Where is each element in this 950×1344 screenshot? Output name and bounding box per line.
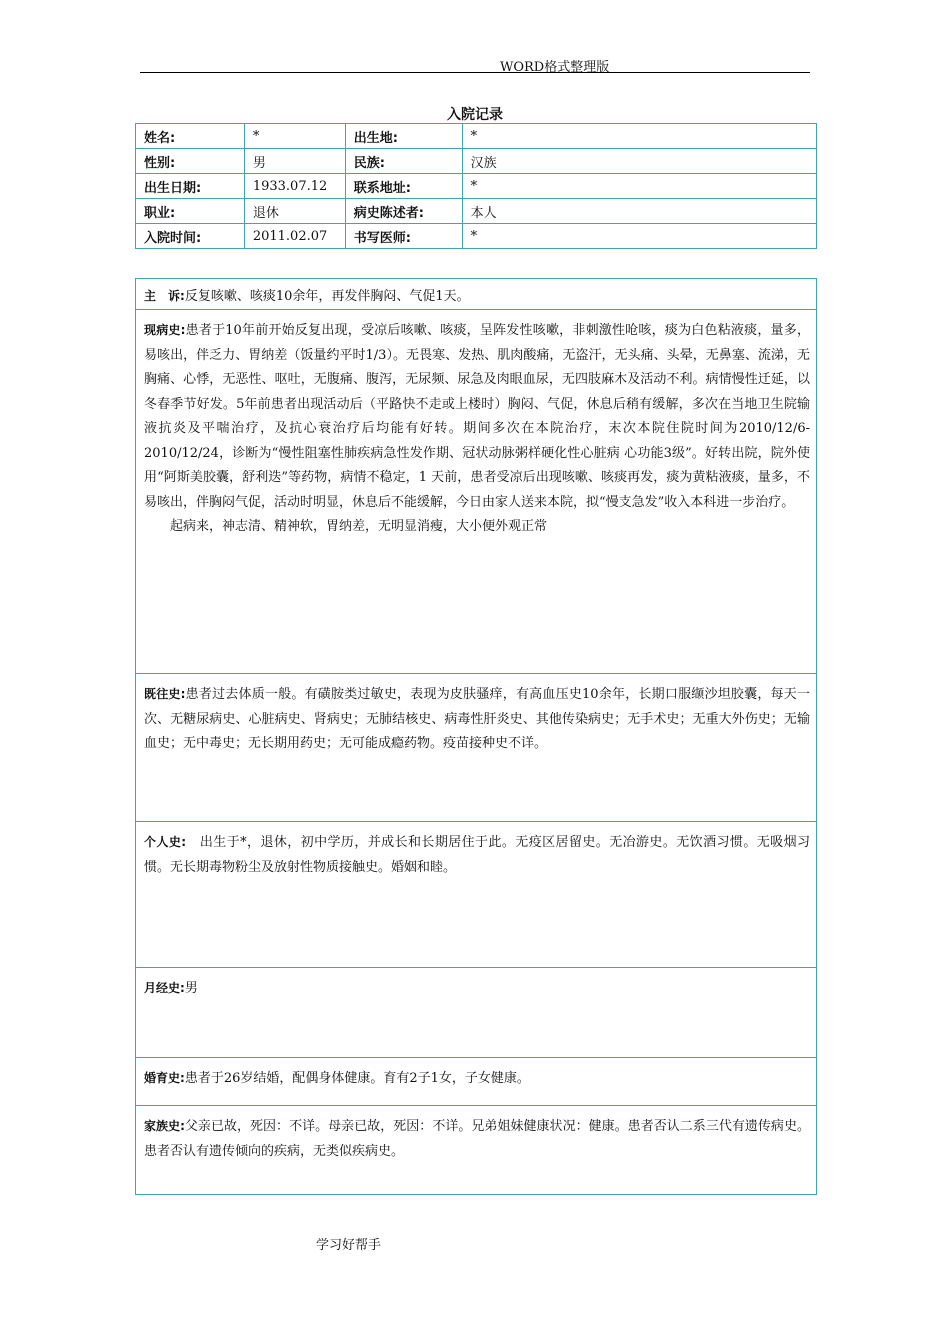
info-row xyxy=(136,224,817,249)
present-illness-section xyxy=(136,309,816,673)
narrator-label: 病史陈述者: xyxy=(345,199,462,224)
past-history-section xyxy=(136,673,816,821)
family-history-text: 父亲已故，死因：不详。母亲已故，死因：不详。兄弟姐妹健康状况：健康。患者否认二系三代有遗传病史。患者否认有遗传倾向的疾病，无类似疾病史。 xyxy=(144,1119,810,1159)
past-history-text: 患者过去体质一般。有磺胺类过敏史，表现为皮肤骚痒，有高血压史10余年，长期口服缬沙坦胶囊，每天一次、无糖尿病史、心脏病史、肾病史；无肺结核史、病毒性肝炎史、其他传染病史；无手术史；无重大外伤史；无输血史；无中毒史；无长期用药史；无可能成瘾药物。疫苗接种史不详。 xyxy=(144,687,810,751)
info-row xyxy=(136,199,817,224)
occupation-value: 退休 xyxy=(244,199,345,224)
present-illness-label: 现病史: xyxy=(144,323,186,337)
marital-history-label: 婚育史: xyxy=(144,1071,185,1085)
medical-history-box xyxy=(135,278,817,1195)
admission-time-label: 入院时间: xyxy=(136,224,245,249)
footer-text: 学习好帮手 xyxy=(316,1238,382,1253)
ethnicity-value: 汉族 xyxy=(462,149,816,174)
past-history-label: 既往史: xyxy=(144,687,186,701)
personal-history-label: 个人史: xyxy=(144,835,187,849)
menstrual-history-text: 男 xyxy=(184,981,198,996)
patient-info-table xyxy=(135,123,817,249)
ethnicity-label: 民族: xyxy=(345,149,462,174)
name-value: * xyxy=(244,124,345,149)
narrator-value: 本人 xyxy=(462,199,816,224)
info-row xyxy=(136,174,817,199)
info-row xyxy=(136,124,817,149)
marital-history-text: 患者于26岁结婚，配偶身体健康。育有2子1女，子女健康。 xyxy=(184,1071,530,1086)
family-history-label: 家族史: xyxy=(144,1119,185,1133)
present-illness-text-2: 起病来，神志清、精神软，胃纳差，无明显消瘦，大小便外观正常 xyxy=(170,519,548,534)
info-row xyxy=(136,149,817,174)
name-label: 姓名: xyxy=(136,124,245,149)
header-rule xyxy=(140,72,810,73)
chief-complaint-section xyxy=(136,279,816,309)
marital-history-section xyxy=(136,1057,816,1105)
address-value: * xyxy=(462,174,816,199)
physician-value: * xyxy=(462,224,816,249)
physician-label: 书写医师: xyxy=(345,224,462,249)
personal-history-text: 出生于*，退休，初中学历，并成长和长期居住于此。无疫区居留史。无冶游史。无饮酒习惯。无吸烟习惯。无长期毒物粉尘及放射性物质接触史。婚姻和睦。 xyxy=(144,835,810,875)
header-text: WORD格式整理版 xyxy=(500,60,610,75)
menstrual-history-section xyxy=(136,967,816,1057)
chief-complaint-label: 主 诉: xyxy=(144,289,185,303)
birthplace-value: * xyxy=(462,124,816,149)
chief-complaint-text: 反复咳嗽、咳痰10余年，再发伴胸闷、气促1天。 xyxy=(184,289,470,304)
document-title: 入院记录 xyxy=(447,107,503,123)
gender-label: 性别: xyxy=(136,149,245,174)
gender-value: 男 xyxy=(244,149,345,174)
address-label: 联系地址: xyxy=(345,174,462,199)
personal-history-section xyxy=(136,821,816,967)
birthplace-label: 出生地: xyxy=(345,124,462,149)
admission-time-value: 2011.02.07 xyxy=(244,224,345,249)
family-history-section xyxy=(136,1105,816,1194)
birthdate-value: 1933.07.12 xyxy=(244,174,345,199)
present-illness-text: 患者于10年前开始反复出现，受凉后咳嗽、咳痰，呈阵发性咳嗽，非刺激性呛咳，痰为白色粘液痰，量多，易咳出，伴乏力、胃纳差（饭量约平时1/3）。无畏寒、发热、肌肉酸痛，无盗汗，无头痛、头晕，无鼻塞、流涕，无胸痛、心悸，无恶性、呕吐，无腹痛、腹泻，无尿频、尿急及肉眼血尿，无四肢麻木及活动不利。病情慢性迁延，以冬春季节好发。5年前患者出现活动后（平路快不走或上楼时）胸闷、气促，休息后稍有缓解，多次在当地卫生院输液抗炎及平喘治疗，及抗心衰治疗后均能有好转。期间多次在本院治疗，末次本院住院时间为2010/12/6-2010/12/24，诊断为“慢性阻塞性肺疾病急性发作期、冠状动脉粥样硬化性心脏病 心功能3级”。好转出院，院外使用“阿斯美胶囊，舒利迭”等药物，病情不稳定，1 天前，患者受凉后出现咳嗽、咳痰再发，痰为黄粘液痰，量多，不易咳出，伴胸闷气促，活动时明显，休息后不能缓解，今日由家人送来本院，拟“慢支急发”收入本科进一步治疗。 xyxy=(144,323,810,510)
birthdate-label: 出生日期: xyxy=(136,174,245,199)
menstrual-history-label: 月经史: xyxy=(144,981,185,995)
occupation-label: 职业: xyxy=(136,199,245,224)
